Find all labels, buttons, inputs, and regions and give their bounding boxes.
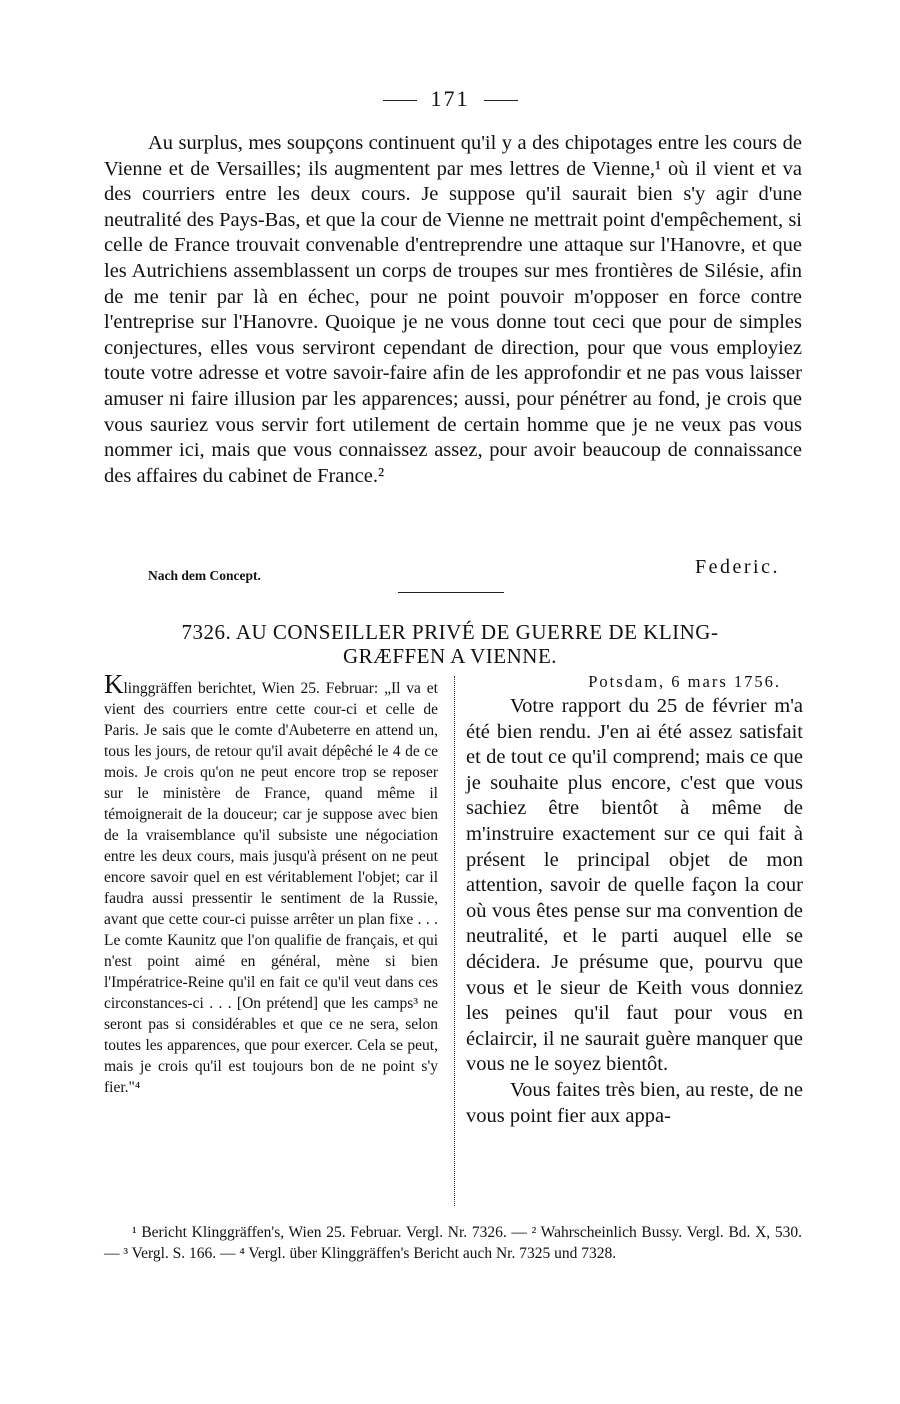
left-dash <box>383 100 417 101</box>
footnotes-text: ¹ Bericht Klinggräffen's, Wien 25. Februar. Vergl. Nr. 7326. — ² Wahrscheinlich Bussy. Vergl. Bd. X, 530. — ³ Vergl. S. 166. — ⁴ Vergl. über Klinggräffen's Bericht auch Nr. 7325 und 7328. <box>104 1224 802 1262</box>
letter-paragraph-1: Votre rapport du 25 de février m'a été bien rendu. J'en ai été assez satisfait et de tout ce qu'il comprend; mais ce que je souhaite plus encore, c'est que vous sachiez être bientôt à même de m'instruire exactement sur ce qui fait à présent le principal objet de mon attention, savoir de quelle façon la cour où vous êtes pense sur ma convention de neutralité, et le parti auquel elle se décidera. Je présume que, pourvu que vous et le sieur de Keith vous donniez les peines qu'il faut pour vous en éclaircir, il ne saurait guère manquer que vous ne le soyez bientôt. <box>466 695 803 1076</box>
source-note: Nach dem Concept. <box>148 568 261 583</box>
section-divider <box>398 592 504 593</box>
letter-paragraph-2: Vous faites très bien, au reste, de ne vous point fier aux appa- <box>466 1078 803 1127</box>
report-summary-text: linggräffen berichtet, Wien 25. Februar: „Il va et vient des courriers entre cette cour-ci et celle de Paris. Je sais que le comte d'Aubeterre en attend un, tous les jours, de retour qu'il avait dépêché le 4 de ce mois. Je crois qu'on ne peut encore trop se reposer sur le ministère de France, quand même il témoignerait de la douceur; car je suppose avec bien de la vraisemblance qu'il subsiste une négociation entre les deux cours, mais jusqu'à présent on ne peut encore savoir quel en est véritablement l'objet; car il faudra aussi pressentir le sentiment de la Russie, avant que cette cour-ci puisse arrêter un plan fixe . . . Le comte Kaunitz que l'on qualifie de français, et qui n'est point aimé en général, mène si bien l'Impératrice-Reine qu'il en fait ce qu'il veut dans ces circonstances-ci . . . [On prétend] que les camps³ ne seront pas si considérables et que ce ne sera, selon toutes les apparences, que pour exercer. Cela se peut, mais je crois qu'il est toujours bon de ne point s'y fier."⁴ <box>104 680 438 1096</box>
column-rule <box>454 676 455 1206</box>
dateline: Potsdam, 6 mars 1756. <box>588 672 781 691</box>
signature: Federic. <box>695 556 780 578</box>
document-heading <box>120 620 780 668</box>
body-text <box>104 131 802 489</box>
right-dash <box>484 100 518 101</box>
page-number-row <box>0 86 900 112</box>
document-heading-line2: GRÆFFEN A VIENNE. <box>342 644 558 668</box>
drop-cap: K <box>104 669 124 699</box>
footnotes <box>104 1222 802 1264</box>
letter-text <box>466 694 803 1129</box>
letter-column <box>466 672 803 1129</box>
document-heading-line1: 7326. AU CONSEILLER PRIVÉ DE GUERRE DE KLING- <box>181 620 719 644</box>
page-number: 171 <box>430 86 470 111</box>
report-summary-column <box>104 669 438 1098</box>
signature-row <box>104 556 780 586</box>
body-paragraph: Au surplus, mes soupçons continuent qu'il y a des chipotages entre les cours de Vienne et de Versailles; ils augmentent par mes lettres de Vienne,¹ où il vient et va des courriers entre les deux cours. Je suppose qu'il saurait bien s'y agir d'une neutralité des Pays-Bas, et que la cour de Vienne ne mettrait point d'empêchement, si celle de France trouvait convenable d'entreprendre une attaque sur l'Hanovre, et que les Autrichiens assemblassent un corps de troupes sur mes frontières de Silésie, afin de me tenir par là en échec, pour ne point pouvoir m'opposer en force contre l'entreprise sur l'Hanovre. Quoique je ne vous donne tout ceci que pour de simples conjectures, elles vous serviront cependant de direction, pour que vous employiez toute votre adresse et votre savoir-faire afin de les approfondir et ne pas vous laisser amuser ni faire illusion par les apparences; aussi, pour pénétrer au fond, je crois que vous sauriez vous servir fort utilement de certain homme que je ne veux pas vous nommer ici, mais que vous connaissez assez, pour avoir beaucoup de connaissance des affaires du cabinet de France.² <box>104 132 802 487</box>
